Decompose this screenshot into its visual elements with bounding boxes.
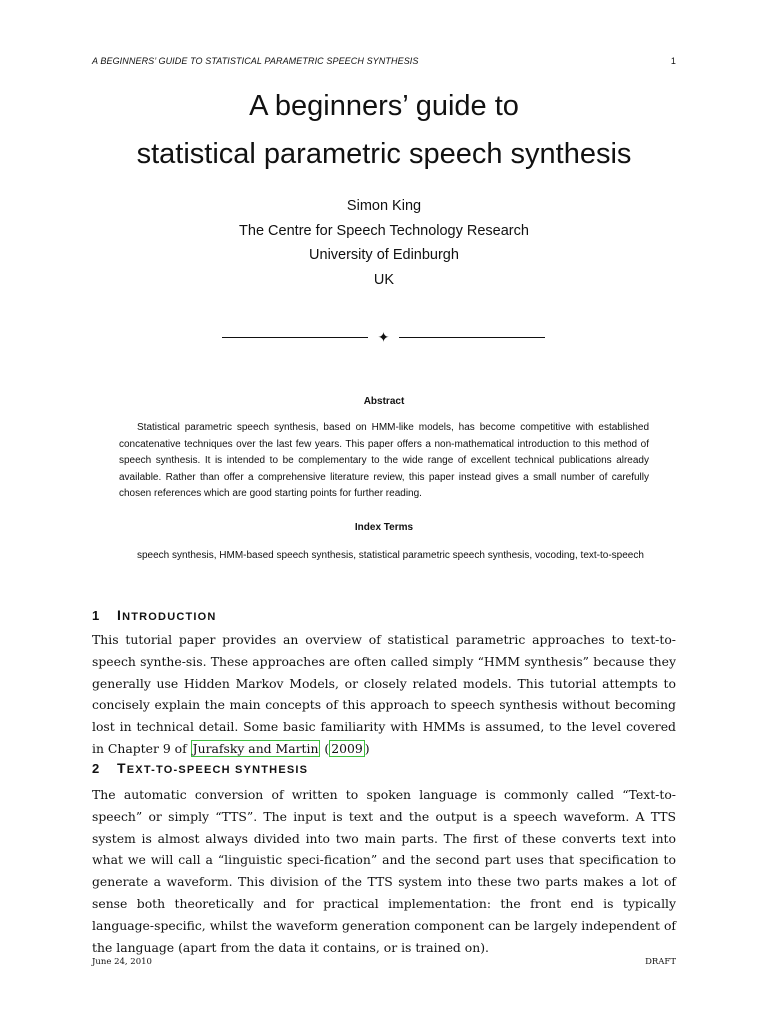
section-number: 1 xyxy=(92,608,100,623)
paper-title-line-2: statistical parametric speech synthesis xyxy=(136,138,632,170)
introduction-text: This tutorial paper provides an overview of statistical parametric approaches to text-to-speech synthe-sis. These approaches are often called simply “HMM synthesis” because they generally use Hidden Markov Models, or closely related models. This tutorial attempts to concisely explain the main concepts of this approach to speech synthesis without becoming lost in technical detail. Some basic familiarity with HMMs is assumed, to the level covered in Chapter 9 of xyxy=(92,632,676,756)
citation-open-paren: ( xyxy=(320,740,330,756)
citation-link-year[interactable]: 2009 xyxy=(331,740,363,756)
tts-paragraph: The automatic conversion of written to spoken language is commonly called “Text-to-speech” or simply “TTS”. The input is text and the output is a speech waveform. A TTS system is almost always divided into two main parts. The first of these converts text into what we will call a “linguistic speci-fication” and the second part uses that specification to generate a waveform. This division of the TTS system into these two parts makes a lot of sense both theoretically and for practical implementation: the front end is typically language-specific, whilst the waveform generation component can be largely independent of the language (apart from the data it contains, or is trained on). xyxy=(92,787,676,955)
author-name: Simon King xyxy=(346,198,422,214)
divider-rule-right xyxy=(399,337,545,338)
abstract-text: Statistical parametric speech synthesis, based on HMM-like models, has become competitive with established concatenative techniques over the last few years. This paper offers a non-mathematical introduction to this method of speech synthesis. It is intended to be complementary to the wide range of excellent technical publications already available. Rather than offer a comprehensive literature review, this paper instead gives a small number of carefully chosen references which are good starting points for further reading. xyxy=(119,422,649,500)
running-title: A BEGINNERS’ GUIDE TO STATISTICAL PARAMETRIC SPEECH SYNTHESIS xyxy=(92,56,419,66)
section-title-initial: I xyxy=(117,607,123,623)
page-number: 1 xyxy=(670,56,676,66)
citation-link-authors[interactable]: Jurafsky and Martin xyxy=(192,740,319,756)
section-title-initial: T xyxy=(117,760,127,776)
star-ornament-icon: ✦ xyxy=(377,329,390,345)
footer-date: June 24, 2010 xyxy=(92,957,152,967)
author-university: University of Edinburgh xyxy=(309,247,459,263)
section-title-rest: NTRODUCTION xyxy=(122,611,217,623)
author-country: UK xyxy=(373,271,395,288)
footer-status: DRAFT xyxy=(645,957,676,967)
page-footer xyxy=(92,957,676,967)
running-header xyxy=(92,56,676,66)
section-heading-introduction xyxy=(92,607,217,623)
ornament-divider xyxy=(222,328,545,346)
abstract-heading: Abstract xyxy=(363,396,405,407)
section-title-rest: EXT-TO-SPEECH SYNTHESIS xyxy=(126,764,309,776)
citation-close-paren: ) xyxy=(364,740,370,756)
index-terms-text: speech synthesis, HMM-based speech synthesis, statistical parametric speech synthesis, vocoding, text-to-speech xyxy=(137,550,644,561)
divider-rule-left xyxy=(222,337,368,338)
title-block xyxy=(0,82,768,292)
author-block xyxy=(0,194,768,292)
paper-title-line-1: A beginners’ guide to xyxy=(249,90,519,122)
section-number: 2 xyxy=(92,761,100,776)
index-terms-heading: Index Terms xyxy=(354,522,414,533)
author-affiliation: The Centre for Speech Technology Research xyxy=(239,222,529,239)
introduction-paragraph xyxy=(92,629,676,760)
section-heading-tts xyxy=(92,760,308,776)
